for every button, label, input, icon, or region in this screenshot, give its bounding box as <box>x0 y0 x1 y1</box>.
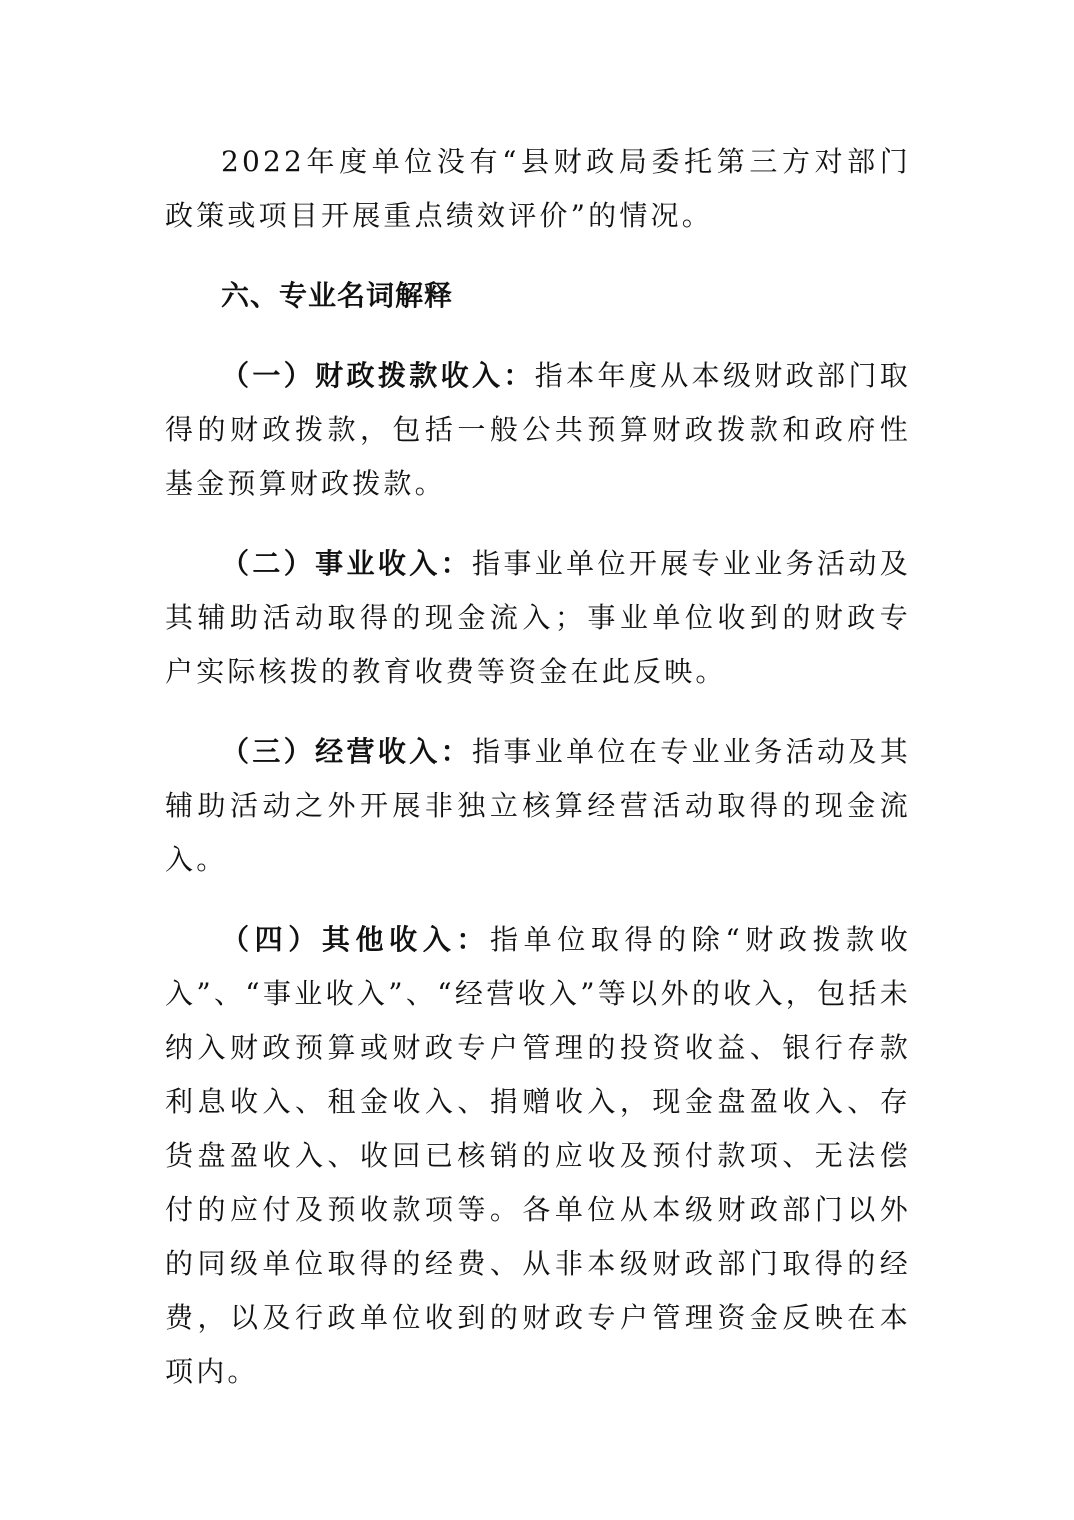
definition-term: （二）事业收入： <box>221 547 472 580</box>
definition-paragraph-4 <box>165 913 911 1399</box>
definition-paragraph-2 <box>165 537 911 699</box>
definition-text: 指单位取得的除“财政拨款收入”、“事业收入”、“经营收入”等以外的收入，包括未纳入财政预算或财政专户管理的投资收益、银行存款利息收入、租金收入、捐赠收入，现金盘盈收入、存货盘盈收入、收回已核销的应收及预付款项、无法偿付的应付及预收款项等。各单位从本级财政部门以外的同级单位取得的经费、从非本级财政部门取得的经费，以及行政单位收到的财政专户管理资金反映在本项内。 <box>165 923 911 1388</box>
intro-paragraph: 2022年度单位没有“县财政局委托第三方对部门政策或项目开展重点绩效评价”的情况。 <box>165 145 911 232</box>
definition-paragraph-3 <box>165 725 911 887</box>
document-page <box>165 135 911 1399</box>
definition-term: （一）财政拨款收入： <box>221 359 535 392</box>
definition-term: （四）其他收入： <box>221 923 490 956</box>
definition-text: 指本年度从本级财政部门取得的财政拨款，包括一般公共预算财政拨款和政府性基金预算财政拨款。 <box>165 359 911 500</box>
definition-term: （三）经营收入： <box>221 735 472 768</box>
definition-text: 指事业单位开展专业业务活动及其辅助活动取得的现金流入；事业单位收到的财政专户实际核拨的教育收费等资金在此反映。 <box>165 547 911 688</box>
definition-text: 指事业单位在专业业务活动及其辅助活动之外开展非独立核算经营活动取得的现金流入。 <box>165 735 911 876</box>
definition-paragraph-1 <box>165 349 911 511</box>
section-heading: 六、专业名词解释 <box>221 279 454 312</box>
